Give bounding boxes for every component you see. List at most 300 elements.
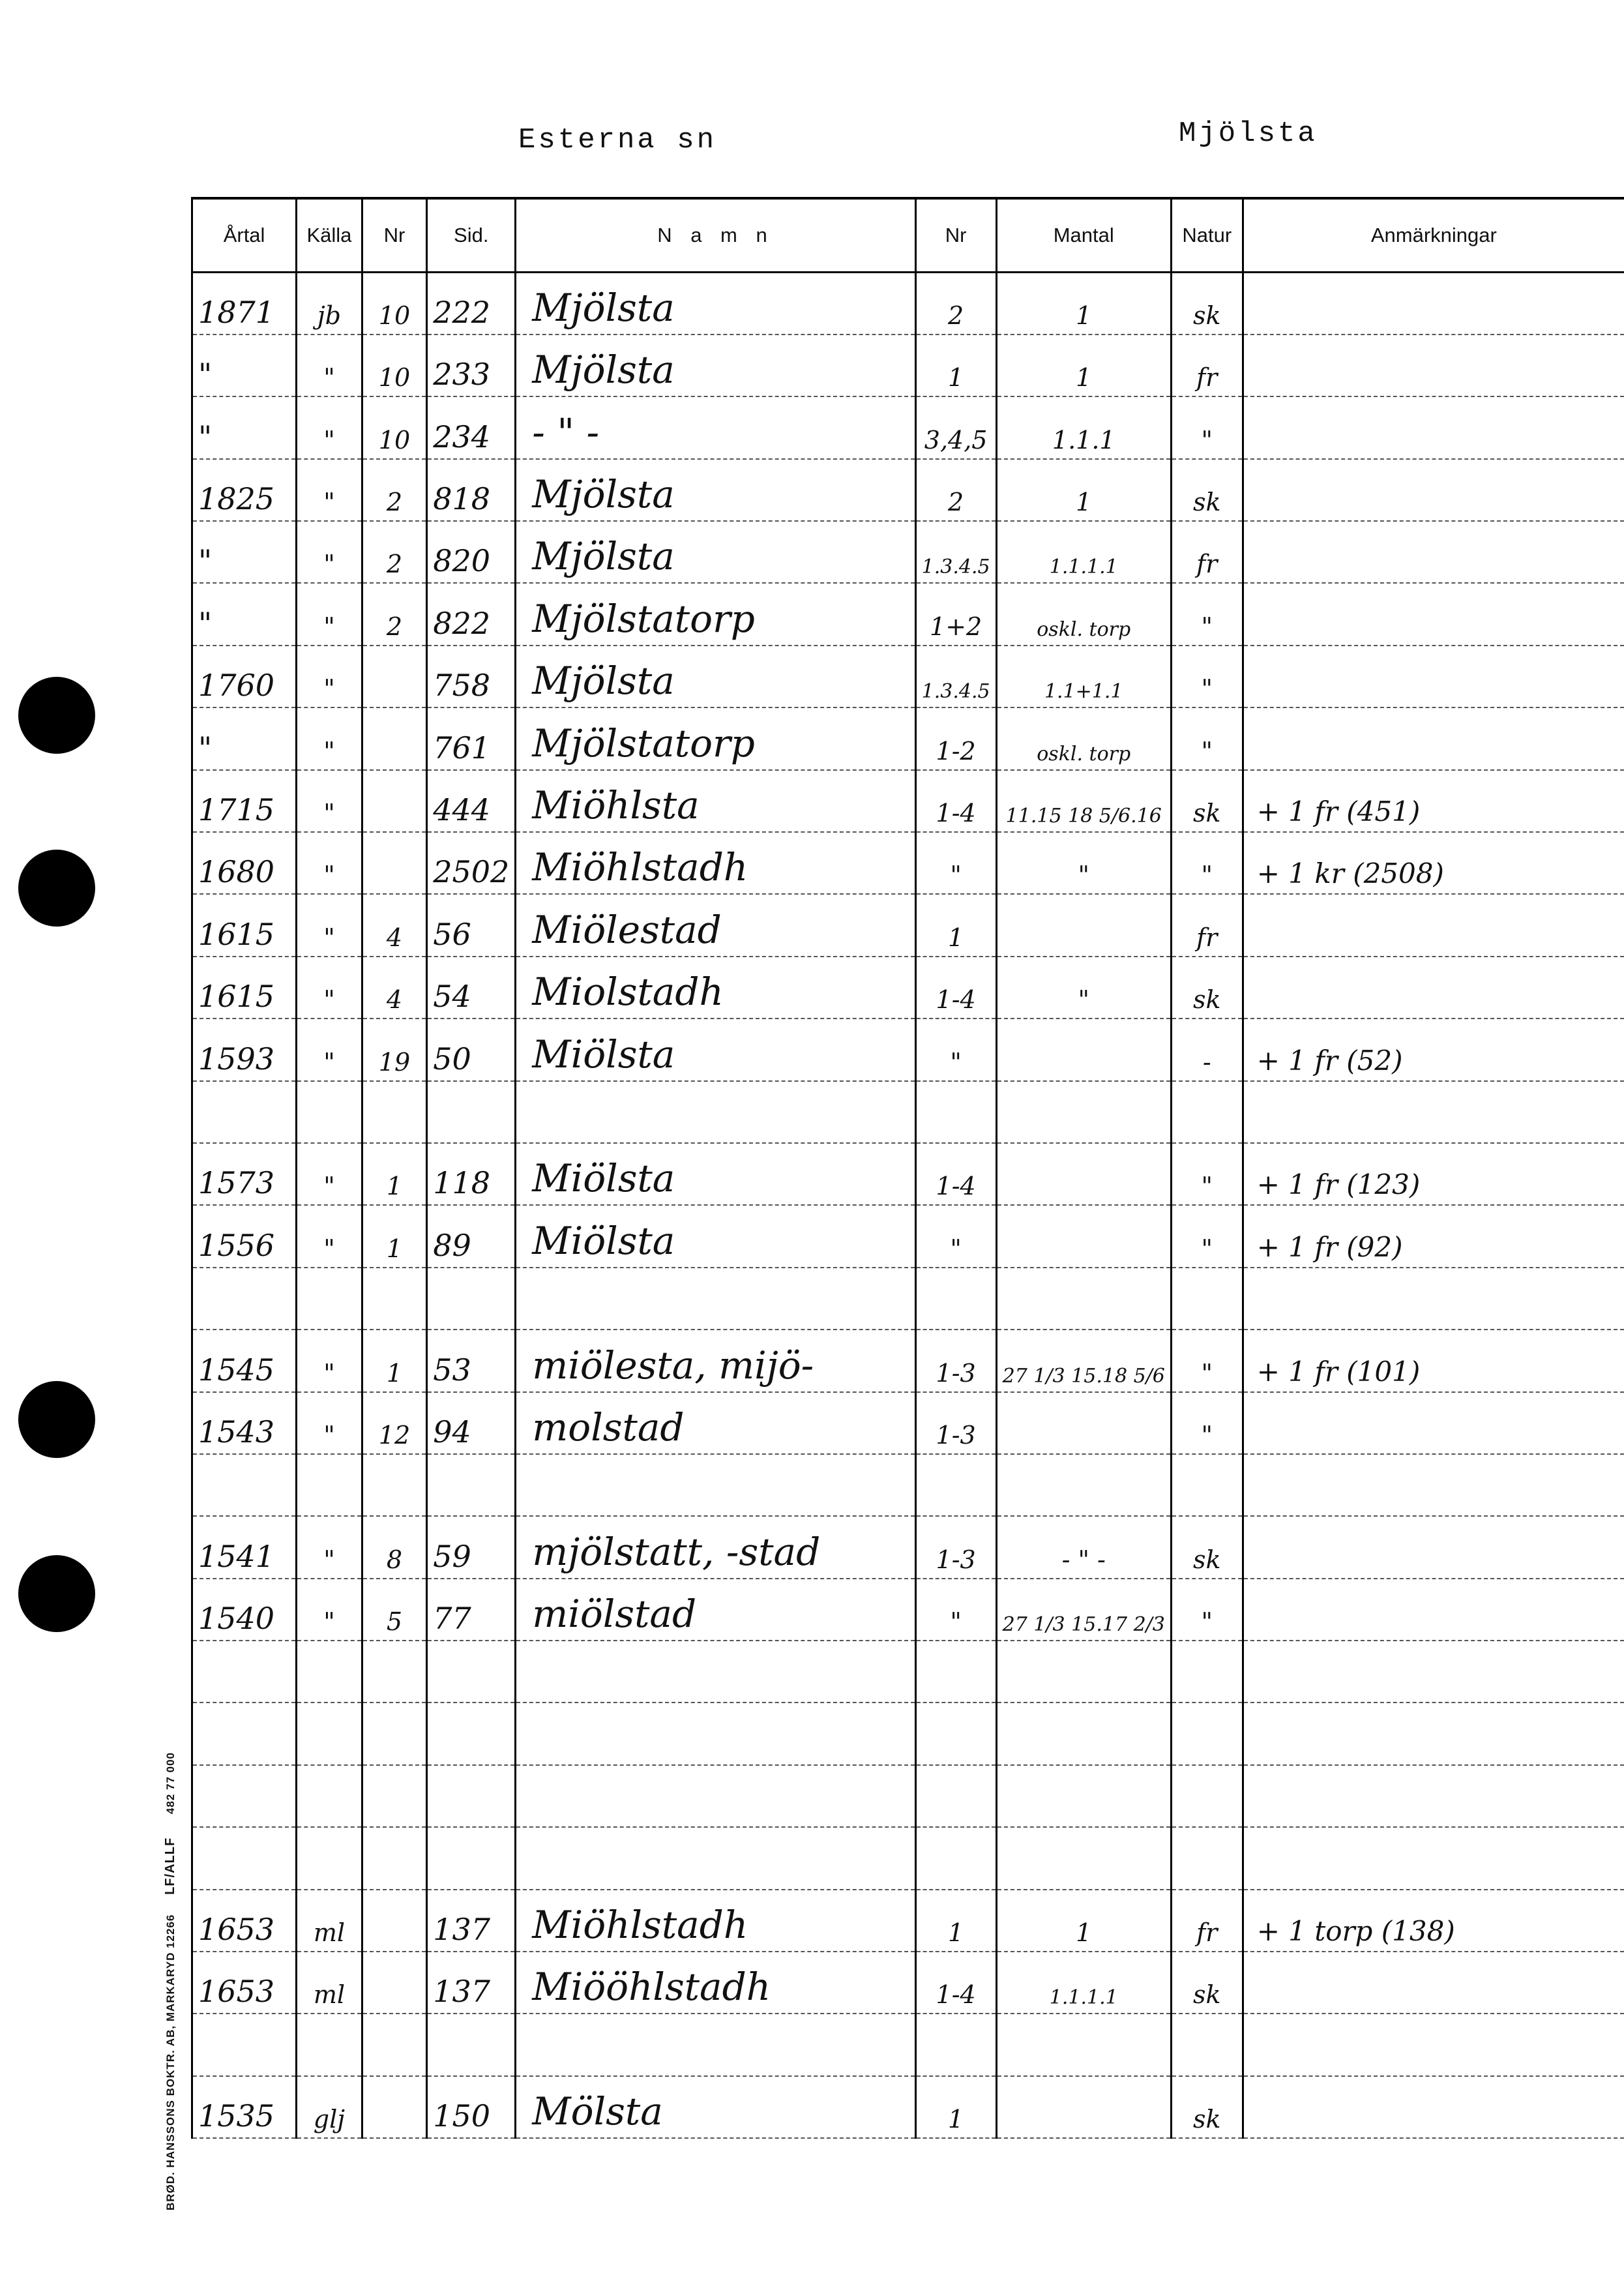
cell-anmarkning [1243, 1454, 1624, 1516]
cell-sid: 233 [427, 335, 516, 396]
cell-sid: 50 [427, 1019, 516, 1080]
cell-artal: 1653 [192, 1952, 297, 2014]
cell-natur: sk [1171, 459, 1243, 521]
cell-nr [362, 1454, 426, 1516]
table-row [192, 273, 1624, 335]
cell-artal: 1573 [192, 1143, 297, 1205]
cell-nr2: 1-3 [915, 1392, 996, 1454]
cell-nr2: 1-4 [915, 770, 996, 832]
cell-nr: 12 [362, 1392, 426, 1454]
cell-nr: 2 [362, 459, 426, 521]
cell-anmarkning [1243, 2076, 1624, 2138]
col-header-artal: Årtal [192, 198, 297, 273]
table-row [192, 1516, 1624, 1578]
col-header-mantal: Mantal [996, 198, 1171, 273]
cell-natur: " [1171, 1579, 1243, 1641]
cell-natur [1171, 1641, 1243, 1703]
table-row [192, 1703, 1624, 1764]
cell-sid: 222 [427, 273, 516, 335]
cell-namn: Miöhlsta [516, 770, 915, 832]
cell-kalla [297, 2014, 362, 2075]
cell-sid: 118 [427, 1143, 516, 1205]
cell-natur [1171, 1703, 1243, 1764]
cell-sid: 822 [427, 583, 516, 645]
cell-nr [362, 1081, 426, 1143]
table-row [192, 1268, 1624, 1330]
cell-anmarkning [1243, 396, 1624, 458]
table-row [192, 521, 1624, 583]
cell-artal: 1615 [192, 957, 297, 1019]
cell-nr2: 1.3.4.5 [915, 521, 996, 583]
cell-anmarkning [1243, 459, 1624, 521]
cell-nr [362, 2076, 426, 2138]
cell-anmarkning [1243, 1827, 1624, 1889]
cell-nr2: 1-2 [915, 707, 996, 769]
cell-namn: miölesta, mijö- [516, 1330, 915, 1391]
cell-mantal: 27 1/3 15.17 2/3 [996, 1579, 1171, 1641]
cell-namn: mjölstatt, -stad [516, 1516, 915, 1578]
cell-sid: 77 [427, 1579, 516, 1641]
cell-mantal [996, 894, 1171, 956]
cell-kalla: " [297, 521, 362, 583]
cell-namn [516, 1081, 915, 1143]
cell-artal: 1760 [192, 646, 297, 707]
form-code: LF/ALLF [163, 1837, 177, 1895]
cell-anmarkning: + 1 kr (2508) [1243, 832, 1624, 894]
table-row [192, 583, 1624, 645]
cell-kalla [297, 1827, 362, 1889]
cell-kalla: " [297, 459, 362, 521]
cell-artal: 1535 [192, 2076, 297, 2138]
cell-nr [362, 1268, 426, 1330]
cell-mantal: " [996, 957, 1171, 1019]
cell-nr [362, 2014, 426, 2075]
cell-artal [192, 1454, 297, 1516]
cell-nr2: 1-4 [915, 957, 996, 1019]
col-header-anmarkningar: Anmärkningar [1243, 198, 1624, 273]
cell-nr: 1 [362, 1205, 426, 1267]
cell-sid: 54 [427, 957, 516, 1019]
cell-nr2: 1-3 [915, 1516, 996, 1578]
cell-anmarkning [1243, 707, 1624, 769]
cell-natur [1171, 1827, 1243, 1889]
header-row [192, 198, 1624, 273]
cell-mantal [996, 1019, 1171, 1080]
col-header-namn: N a m n [516, 198, 915, 273]
cell-nr: 8 [362, 1516, 426, 1578]
cell-kalla: " [297, 396, 362, 458]
cell-natur: " [1171, 1205, 1243, 1267]
cell-sid: 56 [427, 894, 516, 956]
col-header-nr: Nr [362, 198, 426, 273]
cell-anmarkning: + 1 torp (138) [1243, 1890, 1624, 1952]
cell-natur: " [1171, 396, 1243, 458]
cell-artal: " [192, 335, 297, 396]
cell-natur: sk [1171, 957, 1243, 1019]
cell-natur: sk [1171, 770, 1243, 832]
cell-natur [1171, 1454, 1243, 1516]
cell-sid: 234 [427, 396, 516, 458]
cell-kalla: " [297, 1205, 362, 1267]
cell-namn [516, 1268, 915, 1330]
cell-nr: 4 [362, 894, 426, 956]
table-row [192, 1579, 1624, 1641]
cell-nr2 [915, 1765, 996, 1827]
binder-hole-4 [18, 1555, 95, 1632]
cell-natur: sk [1171, 1516, 1243, 1578]
table-row [192, 1454, 1624, 1516]
cell-anmarkning [1243, 1765, 1624, 1827]
cell-anmarkning [1243, 646, 1624, 707]
cell-kalla: " [297, 1330, 362, 1391]
table-row [192, 396, 1624, 458]
cell-namn: Miolstadh [516, 957, 915, 1019]
cell-namn [516, 2014, 915, 2075]
cell-sid: 59 [427, 1516, 516, 1578]
cell-artal: 1653 [192, 1890, 297, 1952]
cell-namn [516, 1827, 915, 1889]
cell-natur: " [1171, 1330, 1243, 1391]
cell-artal: 1556 [192, 1205, 297, 1267]
cell-kalla: " [297, 646, 362, 707]
cell-nr: 1 [362, 1143, 426, 1205]
cell-nr [362, 1827, 426, 1889]
cell-natur: fr [1171, 1890, 1243, 1952]
cell-nr: 19 [362, 1019, 426, 1080]
cell-nr: 2 [362, 521, 426, 583]
cell-nr [362, 646, 426, 707]
cell-kalla [297, 1641, 362, 1703]
cell-sid [427, 1641, 516, 1703]
cell-mantal [996, 1143, 1171, 1205]
cell-nr [362, 1641, 426, 1703]
cell-anmarkning [1243, 1268, 1624, 1330]
cell-artal: 1541 [192, 1516, 297, 1578]
cell-kalla: " [297, 832, 362, 894]
cell-mantal: oskl. torp [996, 583, 1171, 645]
table-row [192, 1952, 1624, 2014]
cell-sid: 820 [427, 521, 516, 583]
cell-natur: fr [1171, 521, 1243, 583]
cell-artal [192, 1268, 297, 1330]
cell-nr [362, 1765, 426, 1827]
cell-natur [1171, 1268, 1243, 1330]
cell-artal [192, 2014, 297, 2075]
cell-nr: 1 [362, 1330, 426, 1391]
cell-kalla: " [297, 335, 362, 396]
table-row [192, 1641, 1624, 1703]
cell-namn: Mjölsta [516, 459, 915, 521]
cell-artal [192, 1765, 297, 1827]
cell-anmarkning: + 1 fr (451) [1243, 770, 1624, 832]
cell-namn: Miöhlstadh [516, 832, 915, 894]
cell-kalla: " [297, 894, 362, 956]
cell-natur: " [1171, 832, 1243, 894]
cell-anmarkning: + 1 fr (101) [1243, 1330, 1624, 1391]
cell-namn [516, 1641, 915, 1703]
cell-kalla: glj [297, 2076, 362, 2138]
cell-namn [516, 1454, 915, 1516]
col-header-nr2: Nr [915, 198, 996, 273]
cell-kalla [297, 1268, 362, 1330]
cell-nr [362, 832, 426, 894]
cell-namn: Mjölsta [516, 273, 915, 335]
cell-nr2: 1 [915, 335, 996, 396]
cell-namn [516, 1765, 915, 1827]
cell-mantal: 27 1/3 15.18 5/6 [996, 1330, 1171, 1391]
cell-kalla: " [297, 1019, 362, 1080]
ledger-table [191, 197, 1624, 2139]
cell-mantal: 1 [996, 1890, 1171, 1952]
cell-sid: 53 [427, 1330, 516, 1391]
cell-nr: 10 [362, 273, 426, 335]
cell-nr2: 2 [915, 273, 996, 335]
cell-anmarkning [1243, 521, 1624, 583]
cell-namn: Miööhlstadh [516, 1952, 915, 2014]
cell-sid: 2502 [427, 832, 516, 894]
cell-artal: 1543 [192, 1392, 297, 1454]
cell-sid [427, 1081, 516, 1143]
binder-hole-3 [18, 1381, 95, 1458]
cell-kalla: " [297, 770, 362, 832]
cell-nr2: 1-4 [915, 1143, 996, 1205]
cell-kalla [297, 1703, 362, 1764]
table-row [192, 2014, 1624, 2075]
col-header-natur: Natur [1171, 198, 1243, 273]
cell-namn: Miölsta [516, 1143, 915, 1205]
table-row [192, 1143, 1624, 1205]
binder-hole-2 [18, 850, 95, 927]
cell-namn: Miölestad [516, 894, 915, 956]
cell-artal [192, 1703, 297, 1764]
place-heading: Mjölsta [1179, 117, 1318, 150]
cell-sid [427, 1268, 516, 1330]
cell-artal: " [192, 707, 297, 769]
cell-nr [362, 1890, 426, 1952]
cell-natur: " [1171, 707, 1243, 769]
cell-nr2: 1.3.4.5 [915, 646, 996, 707]
cell-nr2 [915, 2014, 996, 2075]
table-row [192, 1890, 1624, 1952]
cell-anmarkning [1243, 1703, 1624, 1764]
cell-anmarkning [1243, 957, 1624, 1019]
cell-nr2 [915, 1703, 996, 1764]
cell-nr: 10 [362, 396, 426, 458]
table-row [192, 894, 1624, 956]
cell-mantal [996, 1703, 1171, 1764]
cell-natur: " [1171, 1392, 1243, 1454]
cell-kalla: " [297, 957, 362, 1019]
cell-nr2: " [915, 1205, 996, 1267]
cell-anmarkning: + 1 fr (123) [1243, 1143, 1624, 1205]
cell-artal [192, 1081, 297, 1143]
cell-nr: 4 [362, 957, 426, 1019]
cell-sid [427, 2014, 516, 2075]
cell-nr2 [915, 1454, 996, 1516]
cell-namn: - " - [516, 396, 915, 458]
cell-namn: Mjölstatorp [516, 707, 915, 769]
cell-nr2: " [915, 832, 996, 894]
cell-nr2: 2 [915, 459, 996, 521]
table-row [192, 2076, 1624, 2138]
cell-mantal [996, 1205, 1171, 1267]
cell-mantal: oskl. torp [996, 707, 1171, 769]
cell-nr2: " [915, 1579, 996, 1641]
cell-kalla [297, 1454, 362, 1516]
cell-artal [192, 1827, 297, 1889]
printer-text: BRØD. HANSSONS BOKTR. AB, MARKARYD 12266 [164, 1914, 177, 2210]
cell-natur: sk [1171, 2076, 1243, 2138]
cell-kalla: " [297, 1516, 362, 1578]
cell-mantal [996, 1827, 1171, 1889]
cell-namn: Mjölsta [516, 521, 915, 583]
cell-kalla: jb [297, 273, 362, 335]
cell-nr2: 1 [915, 894, 996, 956]
cell-namn: miölstad [516, 1579, 915, 1641]
cell-namn: Miölsta [516, 1019, 915, 1080]
cell-kalla: " [297, 1143, 362, 1205]
cell-anmarkning [1243, 1516, 1624, 1578]
cell-nr2 [915, 1641, 996, 1703]
cell-mantal: " [996, 832, 1171, 894]
cell-nr [362, 770, 426, 832]
cell-kalla: " [297, 1579, 362, 1641]
cell-natur: " [1171, 646, 1243, 707]
cell-natur: fr [1171, 894, 1243, 956]
cell-nr2 [915, 1081, 996, 1143]
cell-mantal: 1.1+1.1 [996, 646, 1171, 707]
cell-natur: " [1171, 1143, 1243, 1205]
cell-nr: 5 [362, 1579, 426, 1641]
cell-namn: Mölsta [516, 2076, 915, 2138]
cell-anmarkning: + 1 fr (92) [1243, 1205, 1624, 1267]
cell-artal: " [192, 521, 297, 583]
cell-sid [427, 1765, 516, 1827]
table-row [192, 1019, 1624, 1080]
cell-anmarkning [1243, 1641, 1624, 1703]
cell-namn: Mjölsta [516, 335, 915, 396]
cell-anmarkning [1243, 1392, 1624, 1454]
cell-artal: 1593 [192, 1019, 297, 1080]
cell-sid [427, 1703, 516, 1764]
cell-artal: " [192, 396, 297, 458]
cell-artal: 1715 [192, 770, 297, 832]
table-row [192, 459, 1624, 521]
cell-sid: 89 [427, 1205, 516, 1267]
cell-nr2: 1-3 [915, 1330, 996, 1391]
cell-nr2: 1+2 [915, 583, 996, 645]
cell-anmarkning [1243, 1952, 1624, 2014]
form-number: 482 77 000 [164, 1751, 177, 1815]
cell-natur: sk [1171, 273, 1243, 335]
cell-artal: 1545 [192, 1330, 297, 1391]
table-row [192, 1827, 1624, 1889]
cell-nr [362, 707, 426, 769]
table-row [192, 770, 1624, 832]
cell-namn: Mjölstatorp [516, 583, 915, 645]
cell-nr2 [915, 1827, 996, 1889]
cell-sid: 818 [427, 459, 516, 521]
table-row [192, 646, 1624, 707]
cell-nr [362, 1952, 426, 2014]
parish-heading: Esterna sn [518, 124, 717, 156]
cell-mantal: 1 [996, 273, 1171, 335]
cell-nr2: 1-4 [915, 1952, 996, 2014]
cell-kalla [297, 1081, 362, 1143]
cell-mantal: 1 [996, 335, 1171, 396]
cell-mantal: 11.15 18 5/6.16 [996, 770, 1171, 832]
cell-natur [1171, 1765, 1243, 1827]
cell-mantal: 1.1.1.1 [996, 521, 1171, 583]
table-row [192, 1081, 1624, 1143]
cell-mantal: 1.1.1 [996, 396, 1171, 458]
cell-artal: 1680 [192, 832, 297, 894]
cell-sid: 758 [427, 646, 516, 707]
cell-natur [1171, 1081, 1243, 1143]
cell-namn [516, 1703, 915, 1764]
cell-mantal [996, 1392, 1171, 1454]
cell-namn: Mjölsta [516, 646, 915, 707]
cell-sid: 150 [427, 2076, 516, 2138]
cell-namn: Miöhlstadh [516, 1890, 915, 1952]
cell-nr2: " [915, 1019, 996, 1080]
cell-kalla: " [297, 1392, 362, 1454]
cell-artal: 1540 [192, 1579, 297, 1641]
cell-mantal: - " - [996, 1516, 1171, 1578]
cell-mantal [996, 1454, 1171, 1516]
table-row [192, 832, 1624, 894]
table-row [192, 1392, 1624, 1454]
cell-sid: 137 [427, 1952, 516, 2014]
cell-sid [427, 1827, 516, 1889]
cell-sid: 761 [427, 707, 516, 769]
table-row [192, 1205, 1624, 1267]
cell-mantal [996, 1641, 1171, 1703]
cell-natur [1171, 2014, 1243, 2075]
cell-kalla: ml [297, 1890, 362, 1952]
cell-anmarkning [1243, 894, 1624, 956]
table-row [192, 957, 1624, 1019]
cell-artal: " [192, 583, 297, 645]
cell-anmarkning [1243, 273, 1624, 335]
cell-mantal: 1 [996, 459, 1171, 521]
cell-nr [362, 1703, 426, 1764]
cell-kalla: " [297, 583, 362, 645]
cell-nr2: 1 [915, 1890, 996, 1952]
table-row [192, 335, 1624, 396]
cell-natur: fr [1171, 335, 1243, 396]
cell-anmarkning [1243, 583, 1624, 645]
cell-mantal: 1.1.1.1 [996, 1952, 1171, 2014]
cell-anmarkning [1243, 1081, 1624, 1143]
binder-hole-1 [18, 677, 95, 754]
cell-kalla [297, 1765, 362, 1827]
table-row [192, 1765, 1624, 1827]
cell-anmarkning [1243, 2014, 1624, 2075]
cell-namn: molstad [516, 1392, 915, 1454]
cell-mantal [996, 2076, 1171, 2138]
cell-sid: 444 [427, 770, 516, 832]
cell-nr: 10 [362, 335, 426, 396]
cell-nr2: 3,4,5 [915, 396, 996, 458]
cell-artal: 1825 [192, 459, 297, 521]
cell-kalla: ml [297, 1952, 362, 2014]
cell-nr2: 1 [915, 2076, 996, 2138]
cell-natur: " [1171, 583, 1243, 645]
cell-sid: 137 [427, 1890, 516, 1952]
printer-imprint [163, 1752, 178, 2210]
cell-natur: sk [1171, 1952, 1243, 2014]
